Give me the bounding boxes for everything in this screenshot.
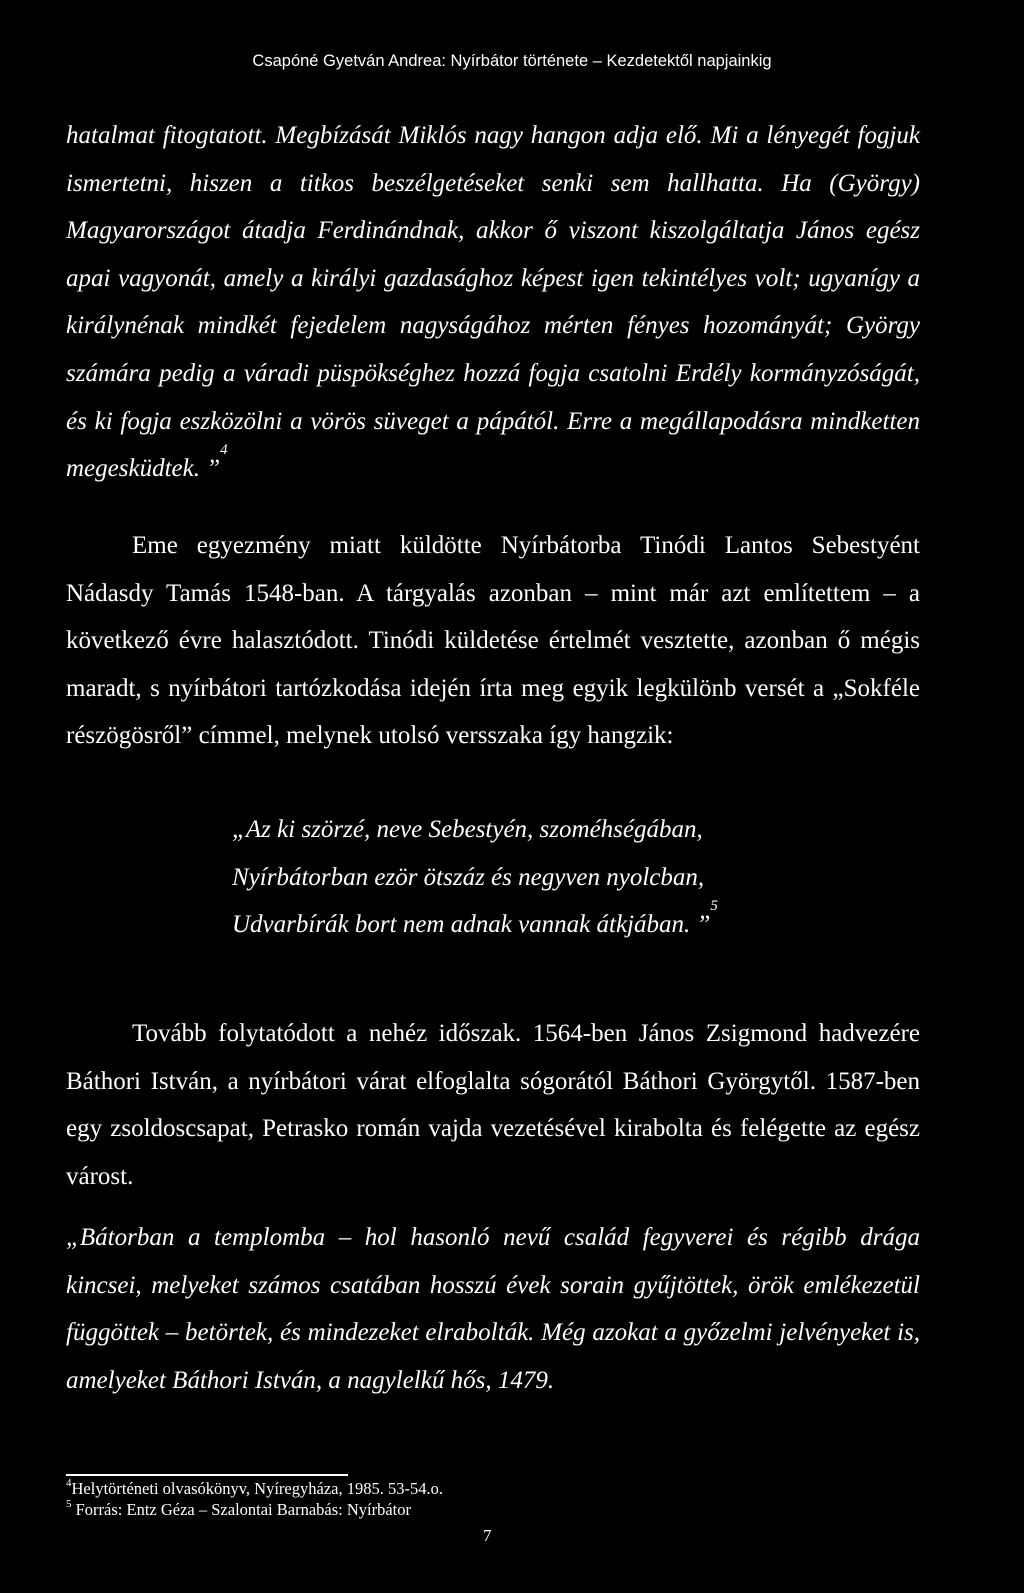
- footnote-5: [66, 1500, 411, 1520]
- footnote-number: 5: [66, 1498, 72, 1510]
- footnote-text: Helytörténeti olvasókönyv, Nyíregyháza, 1985. 53-54.o.: [71, 1479, 443, 1498]
- quote-block-1: [66, 112, 920, 493]
- footnote-ref-5: 5: [710, 898, 718, 915]
- verse-line-last: [232, 898, 872, 949]
- quote-text: hatalmat fitogtatott. Megbízását Miklós nagy hangon adja elő. Mi a lényegét fogjuk ismertetni, hiszen a titkos beszélgetéseket senki sem hallhatta. Ha (György) Magyarországot átadja Ferdinándnak, akkor ő viszont kiszolgáltatja János egész apai vagyonát, amely a királyi gazdasághoz képest igen tekintélyes volt; ugyanígy a királynénak mindkét fejedelem nagyságához mérten fényes hozományát; György számára pedig a váradi püspökséghez hozzá fogja csatolni Erdély kormányzóságát, és ki fogja eszközölni a vörös süveget a pápától. Erre a megállapodásra mindketten megesküdtek. ”: [66, 122, 920, 483]
- footnote-ref-4: 4: [220, 442, 228, 459]
- verse-line: Nyírbátorban ezör ötszáz és negyven nyolcban,: [232, 863, 705, 891]
- verse-line: „Az ki szörzé, neve Sebestyén, szoméhségában,: [232, 816, 703, 843]
- quote-block-2: „Bátorban a templomba – hol hasonló nevű család fegyverei és régibb drága kincsei, melyeket számos csatában hosszú évek sorain gyűjtöttek, örök emlékezetül függöttek – betörtek, és mindezeket elrabolták. Még azokat a győzelmi jelvényeket is, amelyeket Báthori István, a nagylelkű hős, 1479.: [66, 1224, 920, 1394]
- body-paragraph-1: Eme egyezmény miatt küldötte Nyírbátorba Tinódi Lantos Sebestyént Nádasdy Tamás 1548-ban. A tárgyalás azonban – mint már azt említettem – a következő évre halasztódott. Tinódi küldetése értelmét vesztette, azonban ő mégis maradt, s nyírbátori tartózkodása idején írta meg egyik legkülönb versét a „Sokféle részögösről” címmel, melynek utolsó versszaka így hangzik:: [66, 532, 920, 750]
- footnote-divider: [66, 1474, 348, 1476]
- footnote-text: Forrás: Entz Géza – Szalontai Barnabás: Nyírbátor: [71, 1500, 412, 1519]
- running-header: Csapóné Gyetván Andrea: Nyírbátor története – Kezdetektől napjainkig: [252, 52, 772, 70]
- verse-line-text: Udvarbírák bort nem adnak vannak átkjában. ”: [232, 911, 711, 939]
- body-paragraph-2: Tovább folytatódott a nehéz időszak. 1564-ben János Zsigmond hadvezére Báthori István, a nyírbátori várat elfoglalta sógorától Báthori Györgytől. 1587-ben egy zsoldoscsapat, Petrasko román vajda vezetésével kirabolta és felégette az egész várost.: [66, 1020, 920, 1190]
- page-number: 7: [483, 1526, 492, 1545]
- footnote-4: [66, 1479, 443, 1499]
- footnote-number: 4: [66, 1477, 72, 1489]
- verse-block: [232, 806, 872, 949]
